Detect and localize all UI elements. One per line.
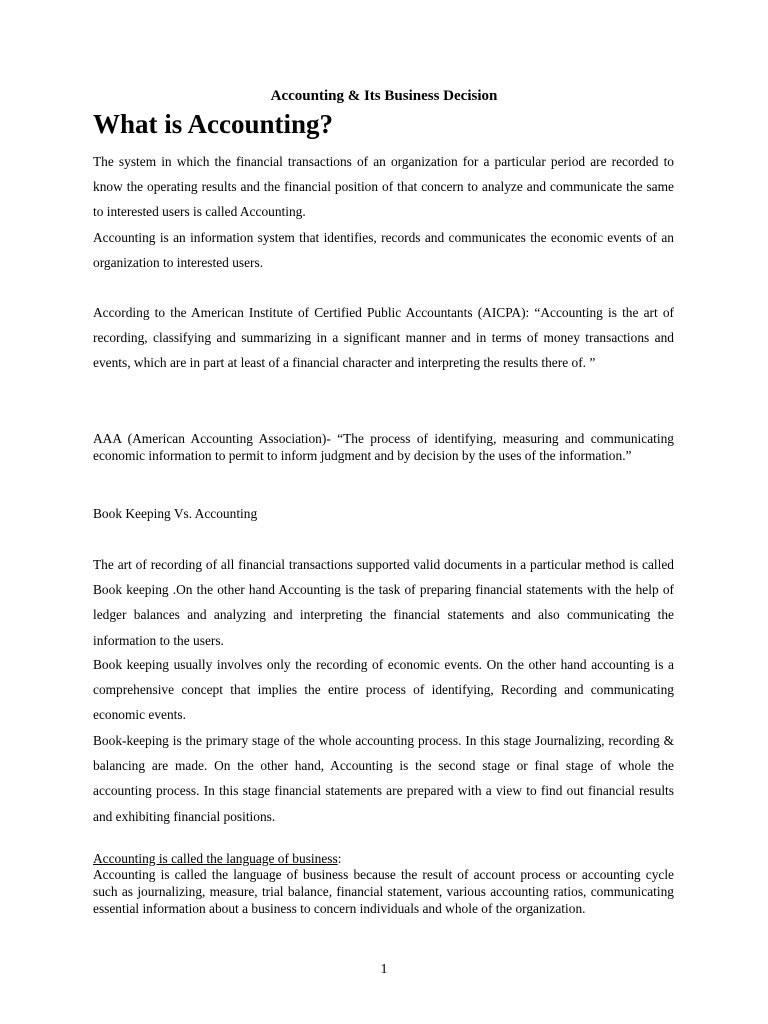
subheading-bookkeeping-vs-accounting: Book Keeping Vs. Accounting [93, 506, 258, 521]
language-heading-underlined: Accounting is called the language of business [93, 851, 338, 866]
language-heading-colon: : [337, 851, 342, 866]
paragraph-aaa-definition: AAA (American Accounting Association)- “The process of identifying, measuring and communicating economic information to permit to inform judgment and by decision by the uses of the information.” [93, 431, 674, 463]
paragraph-definition: The system in which the financial transactions of an organization for a particular period are recorded to know the operating results and the financial position of that concern to analyze and communicate the same to interested users is called Accounting. [93, 154, 674, 220]
page-number: 1 [380, 962, 388, 977]
paragraph-bookkeeping-scope: Book keeping usually involves only the recording of economic events. On the other hand accounting is a comprehensive concept that implies the entire process of identifying, Recording and communicating economic events. [93, 657, 674, 723]
section-heading: What is Accounting? [93, 109, 334, 139]
paragraph-bookkeeping-stages: Book-keeping is the primary stage of the whole accounting process. In this stage Journalizing, recording & balancing are made. On the other hand, Accounting is the second stage or final stage of whole the accounting process. In this stage financial statements are prepared with a view to find out financial results and exhibiting financial positions. [93, 733, 674, 824]
paragraph-language-of-business: Accounting is called the language of business because the result of account process or accounting cycle such as journalizing, measure, trial balance, financial statement, various accounting ratios, communicating essential information about a business to concern individuals and whole of the organization. [93, 867, 674, 916]
language-of-business-heading [93, 850, 674, 867]
paragraph-aicpa-definition: According to the American Institute of Certified Public Accountants (AICPA): “Accounting is the art of recording, classifying and summarizing in a significant manner and in terms of money transactions and events, which are in part at least of a financial character and interpreting the results there of. ” [93, 305, 674, 371]
paragraph-bookkeeping-definition: The art of recording of all financial transactions supported valid documents in a particular method is called Book keeping .On the other hand Accounting is the task of preparing financial statements with the help of ledger balances and analyzing and interpreting the financial statements and also communicating the information to the users. [93, 557, 674, 648]
paragraph-information-system: Accounting is an information system that identifies, records and communicates the economic events of an organization to interested users. [93, 230, 674, 271]
document-title: Accounting & Its Business Decision [270, 88, 498, 104]
